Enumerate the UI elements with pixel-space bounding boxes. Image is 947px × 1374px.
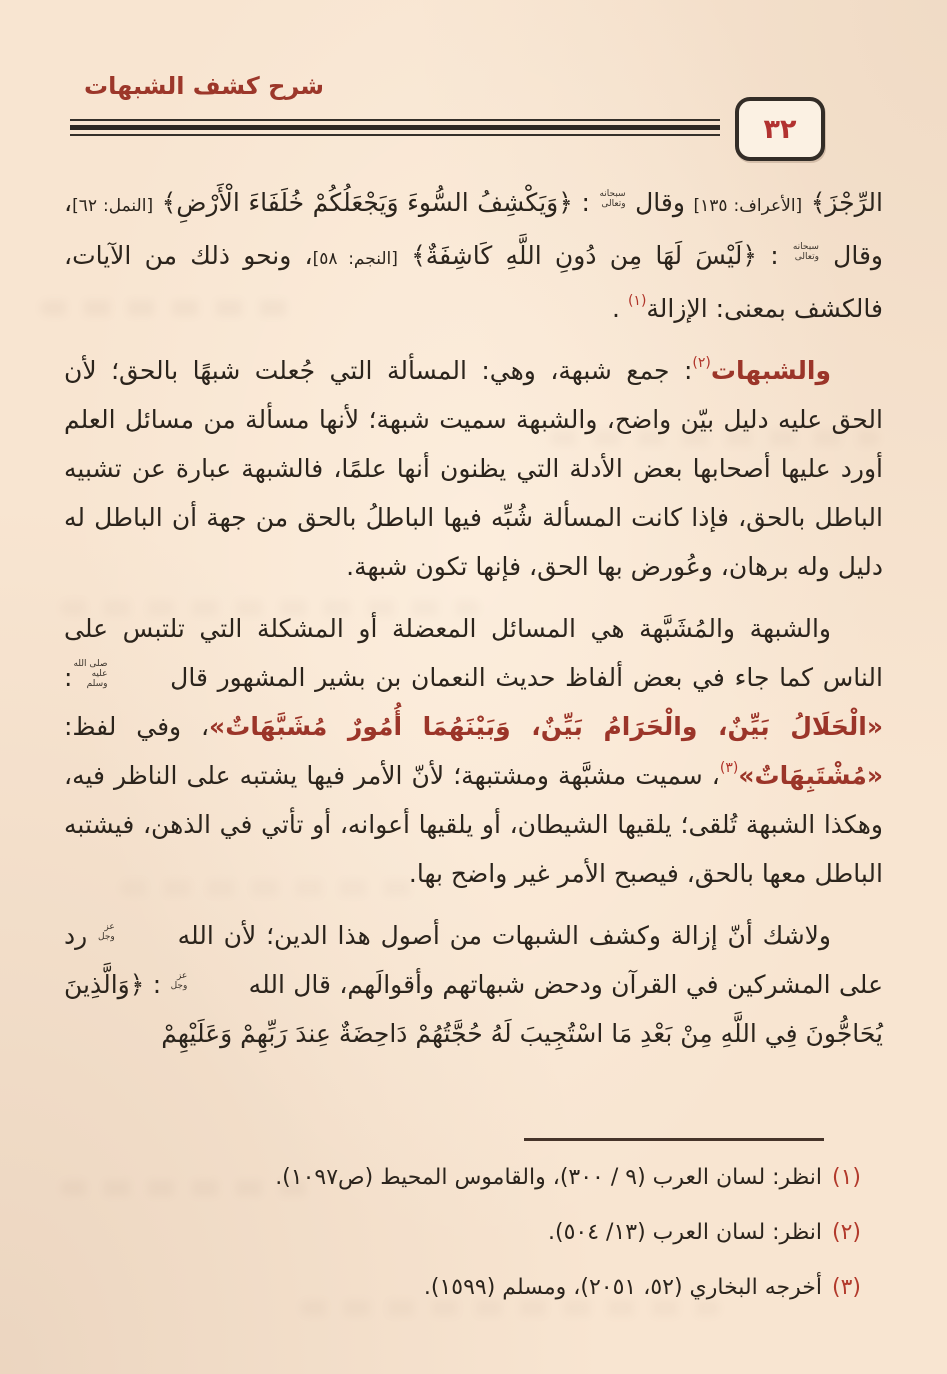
body-run: رد على المشركين في القرآن ودحض شبهاتهم وأقوالَهم، قال الله <box>64 921 883 999</box>
body-paragraph <box>64 911 883 1058</box>
honorific-mark: عز وجل <box>98 922 115 942</box>
body-text-block <box>64 178 883 1071</box>
body-run: . <box>612 294 628 323</box>
body-run: : <box>144 970 170 999</box>
page-number-badge <box>735 97 825 161</box>
body-run: : <box>756 241 792 270</box>
honorific-mark: عز وجل <box>170 971 188 991</box>
quran-verse-text: ﴿وَيَكْشِفُ السُّوءَ وَيَجْعَلُكُمْ خُلَفَاءَ الْأَرْضِ﴾ <box>153 188 573 217</box>
footnote-text: أخرجه البخاري (٥٢، ٢٠٥١)، ومسلم (١٥٩٩). <box>423 1275 822 1300</box>
body-paragraph <box>64 346 883 591</box>
quran-verse-text: ﴿وَالَّذِينَ يُحَاجُّونَ فِي اللَّهِ مِنْ بَعْدِ مَا اسْتُجِيبَ لَهُ حُجَّتُهُمْ دَاحِضَةٌ عِندَ رَبِّهِمْ وَعَلَيْهِمْ <box>64 970 883 1048</box>
verse-reference: [النجم: ٥٨] <box>312 249 398 269</box>
body-run: ، وفي لفظ: <box>64 712 210 741</box>
quran-verse-text: الرِّجْزَ﴾ <box>802 188 883 217</box>
highlighted-red-text: «الْحَلَالُ بَيِّنٌ، والْحَرَامُ بَيِّنٌ، وَبَيْنَهُمَا أُمُورٌ مُشَبَّهَاتٌ» <box>209 712 883 741</box>
quran-verse-text: ﴿لَيْسَ لَهَا مِن دُونِ اللَّهِ كَاشِفَةٌ﴾ <box>397 241 757 270</box>
footnote-reference-marker: (٣) <box>719 759 739 776</box>
running-title: شرح كشف الشبهات <box>84 72 324 100</box>
highlighted-red-text: والشبهات <box>710 356 831 385</box>
honorific-mark: سبحانه وتعالى <box>792 242 819 262</box>
body-run: وقال <box>626 188 694 217</box>
footnotes-block <box>64 1138 883 1326</box>
body-run: : جمع شبهة، وهي: المسألة التي جُعلت شبهًا بالحق؛ لأن الحق عليه دليل بيّن واضح، والشبهة سميت شبهة؛ لأنها مسألة من مسائل العلم أورد عليها أصحابها بعض الأدلة التي يظنون أنها علمًا، فالشبهة عبارة عن تشبيه الباطل بالحق، فإذا كانت المسألة شُبِّه فيها الباطلُ بالحق من جهة أن الباطل له دليل وله برهان، وعُورض بها الحق، فإنها تكون شبهة. <box>64 356 883 581</box>
body-run: والشبهة والمُشَبَّهة هي المسائل المعضلة أو المشكلة التي تلتبس على الناس كما جاء في بعض ألفاظ حديث النعمان بن بشير المشهور قال <box>64 614 883 692</box>
header-rule-lines <box>70 119 720 136</box>
verse-reference: [النمل: ٦٢] <box>72 196 154 216</box>
footnote-item <box>64 1161 883 1194</box>
page-number: ٣٢ <box>763 113 797 145</box>
body-run: : <box>572 188 599 217</box>
footnote-item <box>64 1271 883 1304</box>
footnote-marker: (٣) <box>831 1275 861 1300</box>
honorific-mark: سبحانه وتعالى <box>599 189 626 209</box>
verse-reference: [الأعراف: ١٣٥] <box>693 196 803 216</box>
footnote-text: انظر: لسان العرب (١٣/ ٥٠٤). <box>548 1220 822 1245</box>
body-run: ، سميت مشبَّهة ومشتبهة؛ لأنّ الأمر فيها يشتبه على الناظر فيه، وهكذا الشبهة تُلقى؛ يلقيها الشيطان، أو يلقيها أعوانه، أو تأتي في الذهن، فيشتبه الباطل معها بالحق، فيصبح الأمر غير واضح بها. <box>64 761 883 888</box>
footnote-reference-marker: (١) <box>627 292 647 309</box>
body-paragraph <box>64 604 883 898</box>
honorific-mark: صلى الله عليه وسلم <box>73 659 108 689</box>
footnote-item <box>64 1216 883 1249</box>
highlighted-red-text: «مُشْتَبِهَاتٌ» <box>738 761 883 790</box>
footnote-reference-marker: (٢) <box>692 354 711 371</box>
footnote-separator-rule <box>524 1138 824 1141</box>
footnote-marker: (٢) <box>831 1220 861 1245</box>
footnote-marker: (١) <box>831 1165 861 1190</box>
body-run: ، ونحو ذلك من الآيات، فالكشف بمعنى: الإزالة <box>64 241 883 323</box>
body-run: ولاشك أنّ إزالة وكشف الشبهات من أصول هذا الدين؛ لأن الله <box>167 921 832 950</box>
body-run: : <box>64 663 73 692</box>
body-run: ، وقال <box>64 188 883 270</box>
body-paragraph <box>64 178 883 333</box>
footnote-text: انظر: لسان العرب (٩ / ٣٠٠)، والقاموس المحيط (ص١٠٩٧). <box>275 1165 822 1190</box>
